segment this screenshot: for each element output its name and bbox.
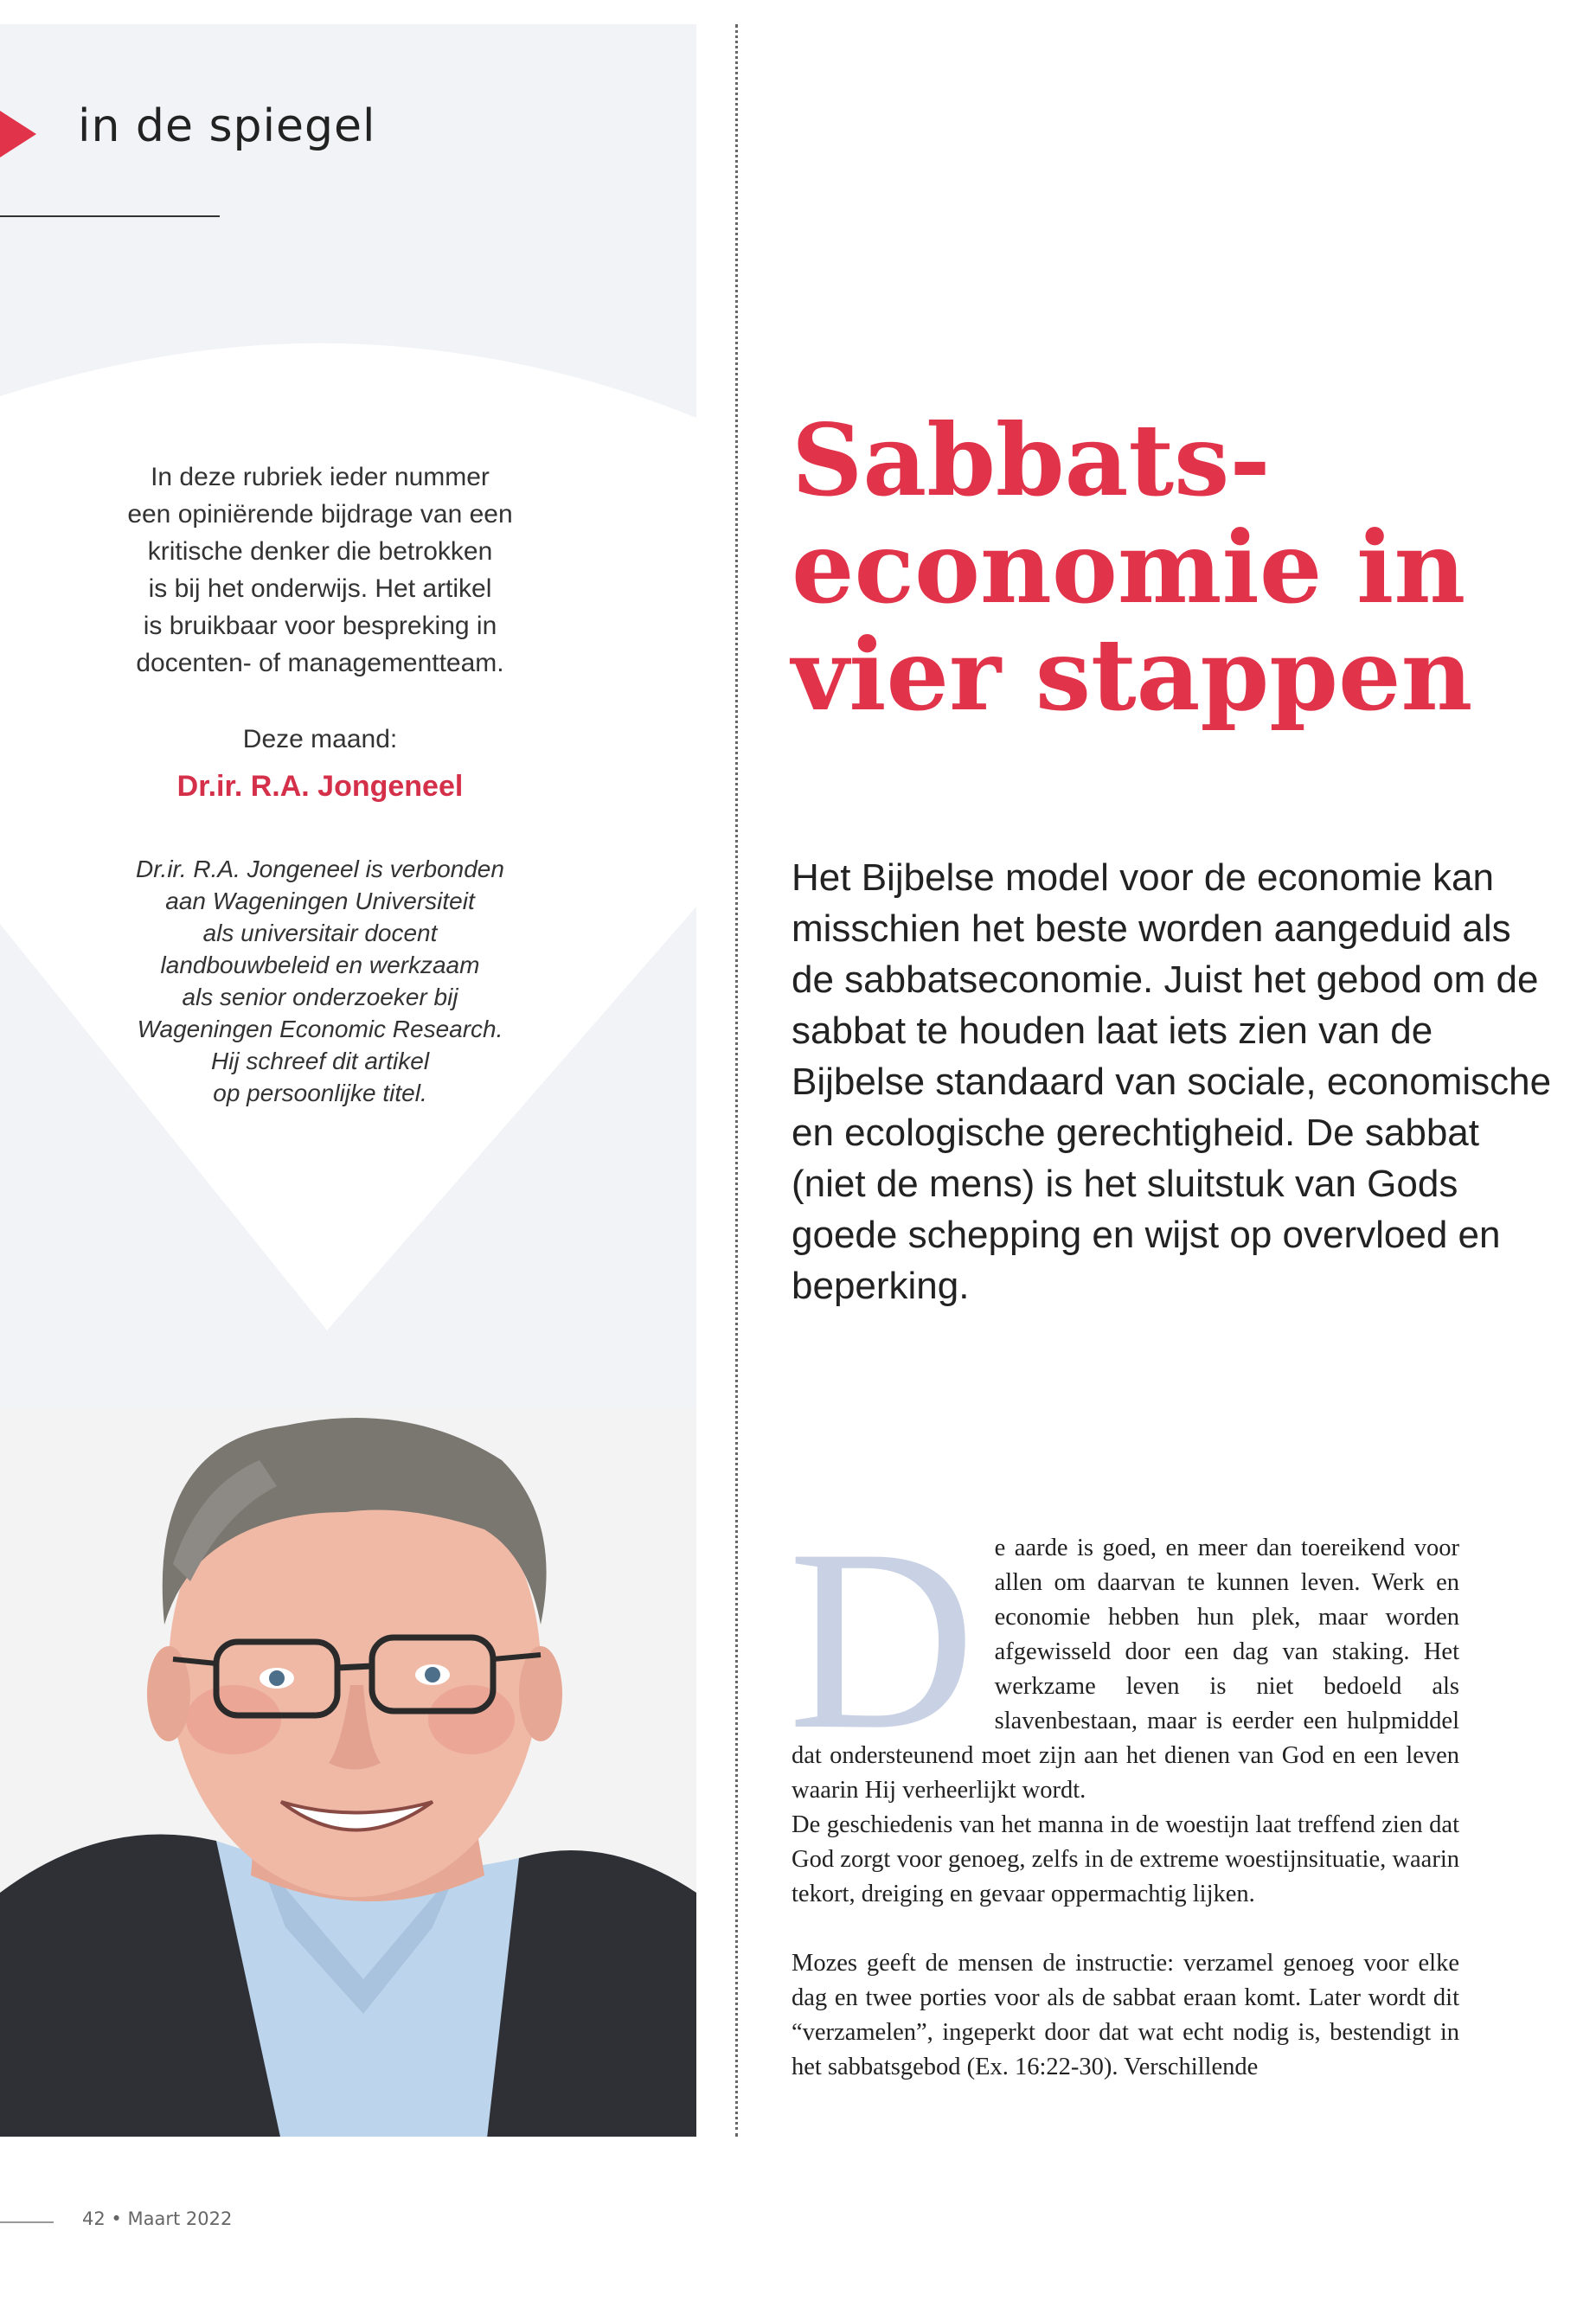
article-body <box>788 1496 1459 2085</box>
title-line: economie in <box>792 510 1466 625</box>
author-portrait <box>0 1408 696 2137</box>
bio-line: Wageningen Economic Research. <box>137 1016 503 1042</box>
drop-cap: D <box>788 1496 976 1783</box>
page-footer: 42 • Maart 2022 <box>82 2208 233 2229</box>
body-paragraph: De geschiedenis van het manna in de woestijn laat treffend zien dat God zorgt voor genoeg, zelfs in de extreme woestijnsituatie, waarin tekort, dreiging en gevaar oppermachtig lijken. <box>792 1811 1459 1907</box>
author-name: Dr.ir. R.A. Jongeneel <box>176 770 464 803</box>
intro-line: docenten- of managementteam. <box>136 649 504 677</box>
bio-line: op persoonlijke titel. <box>213 1080 427 1106</box>
footer-rule <box>0 2221 54 2223</box>
section-marker-icon <box>0 111 36 157</box>
month-label: Deze maand: <box>242 725 398 753</box>
intro-line: is bij het onderwijs. Het artikel <box>148 574 492 603</box>
author-bio <box>112 853 528 1109</box>
body-paragraph: Mozes geeft de mensen de instructie: verzamel genoeg voor elke dag en twee porties voor als de sabbat eraan komt. Later wordt dit “verzamelen”, ingeperkt door dat wat echt nodig is, bestendigt in het sabbatsgebod (Ex. 16:22-30). Verschillende <box>792 1950 1459 2080</box>
bio-line: Dr.ir. R.A. Jongeneel is verbonden <box>136 856 504 882</box>
bio-line: Hij schreef dit artikel <box>210 1048 430 1074</box>
intro-line: kritische denker die betrokken <box>147 537 493 566</box>
article-lead: Het Bijbelse model voor de economie kan misschien het beste worden aangeduid als de sabbatseconomie. Juist het gebod om de sabbat te houden laat iets zien van de Bijbelse standaard van sociale, economische en ecologische gerechtigheid. De sabbat (niet de mens) is het sluitstuk van Gods goede schepping en wijst op overvloed en beperking. <box>792 856 1552 1307</box>
side-panel <box>0 24 696 2137</box>
column-intro <box>95 458 545 682</box>
bio-line: als senior onderzoeker bij <box>182 984 458 1010</box>
title-line: Sabbats- <box>792 402 1271 518</box>
bio-line: landbouwbeleid en werkzaam <box>160 952 480 978</box>
column-divider <box>735 24 738 2137</box>
intro-line: is bruikbaar voor bespreking in <box>143 612 497 640</box>
intro-line: een opiniërende bijdrage van een <box>127 500 513 529</box>
section-divider <box>0 215 220 217</box>
article-title <box>792 402 1570 733</box>
title-line: vier stappen <box>792 617 1473 733</box>
section-title: in de spiegel <box>78 100 376 152</box>
body-paragraph: e aarde is goed, en meer dan toereikend voor allen om daarvan te kunnen leven. Werk en economie hebben hun plek, maar worden afgewisseld door een dag van staking. Het werkzame leven is niet bedoeld als slavenbestaan, maar is eerder een hulpmiddel dat ondersteunend moet zijn aan het dienen van God en een leven waarin Hij verheerlijkt wordt. <box>792 1535 1459 1804</box>
bio-line: aan Wageningen Universiteit <box>165 888 475 914</box>
intro-line: In deze rubriek ieder nummer <box>151 463 490 491</box>
bio-line: als universitair docent <box>202 920 438 946</box>
